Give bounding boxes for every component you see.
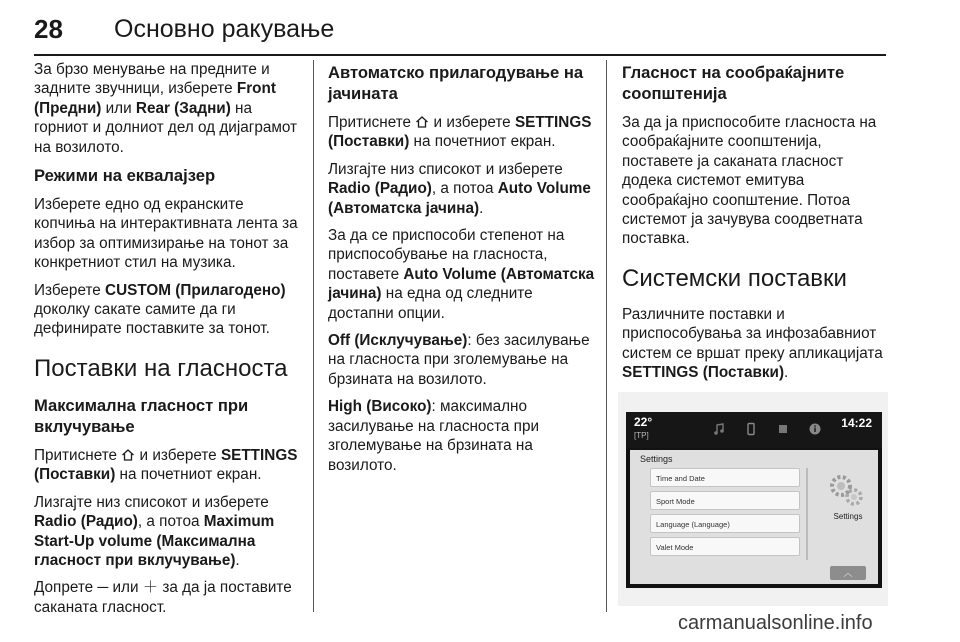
settings-item-sport-mode[interactable]: Sport Mode	[650, 491, 800, 510]
option-off: Off (Исклучување): без засилување на гласноста при зголемување на брзината на возилото.	[328, 332, 590, 388]
settings-tile-icon[interactable]	[776, 422, 790, 436]
clock: 14:22	[841, 416, 872, 430]
home-icon	[415, 115, 429, 129]
max-volume-heading: Максимална гласност при вклучување	[34, 395, 249, 436]
settings-scrollbar[interactable]	[806, 468, 808, 560]
auto-volume-step-3: За да се приспособи степенот на приспособување на гласноста, поставете Auto Volume (Автоматска јачина) на една од следните достапни опции.	[328, 227, 595, 322]
auto-volume-step-2: Лизгајте низ списокот и изберете Radio (Радио), а потоа Auto Volume (Автоматска јачина).	[328, 160, 591, 217]
max-volume-step-1: Притиснете и изберете SETTINGS (Поставки) на почетниот екран.	[34, 446, 298, 484]
equalizer-heading: Режими на еквалајзер	[34, 166, 216, 186]
settings-panel	[630, 450, 878, 584]
page-number: 28	[34, 14, 63, 44]
equalizer-text: Изберете едно од екранските копчиња на интерактивната лента за избор за оптимизирање на тонот за конкретниот стил на музика.	[34, 196, 298, 272]
gears-icon	[826, 470, 866, 510]
intro-paragraph: За брзо менување на предните и задните звучници, изберете Front (Предни) или Rear (Задни) на горниот и долниот дел од дијаграмот на возилото.	[34, 61, 298, 156]
settings-item-language[interactable]: Language (Language)	[650, 514, 800, 533]
volume-settings-heading: Поставки на гласноста	[34, 354, 288, 382]
settings-list	[650, 468, 800, 560]
column-2	[328, 60, 596, 483]
column-divider-2	[606, 60, 607, 612]
page-header	[34, 14, 886, 56]
column-1	[34, 60, 302, 625]
column-3	[622, 60, 894, 390]
auto-volume-heading: Автоматско прилагодување на јачината	[328, 63, 584, 103]
infotainment-screenshot	[618, 392, 888, 606]
music-note-icon[interactable]	[712, 422, 726, 436]
column-divider-1	[313, 60, 314, 612]
page-title: Основно ракување	[114, 15, 335, 43]
info-icon[interactable]	[808, 422, 822, 436]
system-settings-text: Различните поставки и приспособувања за инфозабавниот систем се вршат преку апликацијата SETTINGS (Поставки).	[622, 305, 883, 382]
max-volume-step-3: Допрете ─ или ＋ за да ја поставите саканата гласност.	[34, 579, 292, 616]
settings-item-valet-mode[interactable]: Valet Mode	[650, 537, 800, 556]
infotainment-screen	[626, 412, 882, 588]
temperature: 22°	[634, 415, 653, 429]
watermark: carmanualsonline.info	[678, 612, 873, 634]
custom-paragraph: Изберете CUSTOM (Прилагодено) доколку сакате самите да ги дефинирате поставките за тонот.	[34, 281, 286, 338]
status-bar	[626, 412, 882, 448]
system-settings-heading: Системски поставки	[622, 264, 847, 292]
settings-item-time-and-date[interactable]: Time and Date	[650, 468, 800, 487]
traffic-notifications-heading: Гласност на сообраќајните соопштенија	[622, 63, 845, 103]
scroll-up-button[interactable]: ︿	[830, 566, 866, 580]
settings-panel-title: Settings	[640, 454, 673, 464]
home-icon	[121, 448, 135, 462]
settings-app-label: Settings	[833, 512, 863, 521]
tp-indicator: [TP]	[634, 431, 649, 440]
traffic-notifications-text: За да ја приспособите гласноста на сообраќајните соопштенија, поставете ја саканата гласност додека системот емитува сообраќајно соопштение. Потоа системот ја зачувува соодветната поставка.	[622, 114, 877, 248]
option-high: High (Високо): максимално засилување на гласноста при зголемување на брзината на возилото.	[328, 398, 539, 474]
auto-volume-step-1: Притиснете и изберете SETTINGS (Поставки) на почетниот екран.	[328, 114, 592, 151]
phone-icon[interactable]	[744, 422, 758, 436]
max-volume-step-2: Лизгајте низ списокот и изберете Radio (Радио), а потоа Maximum Start-Up volume (Максимална гласност при вклучување).	[34, 493, 275, 569]
